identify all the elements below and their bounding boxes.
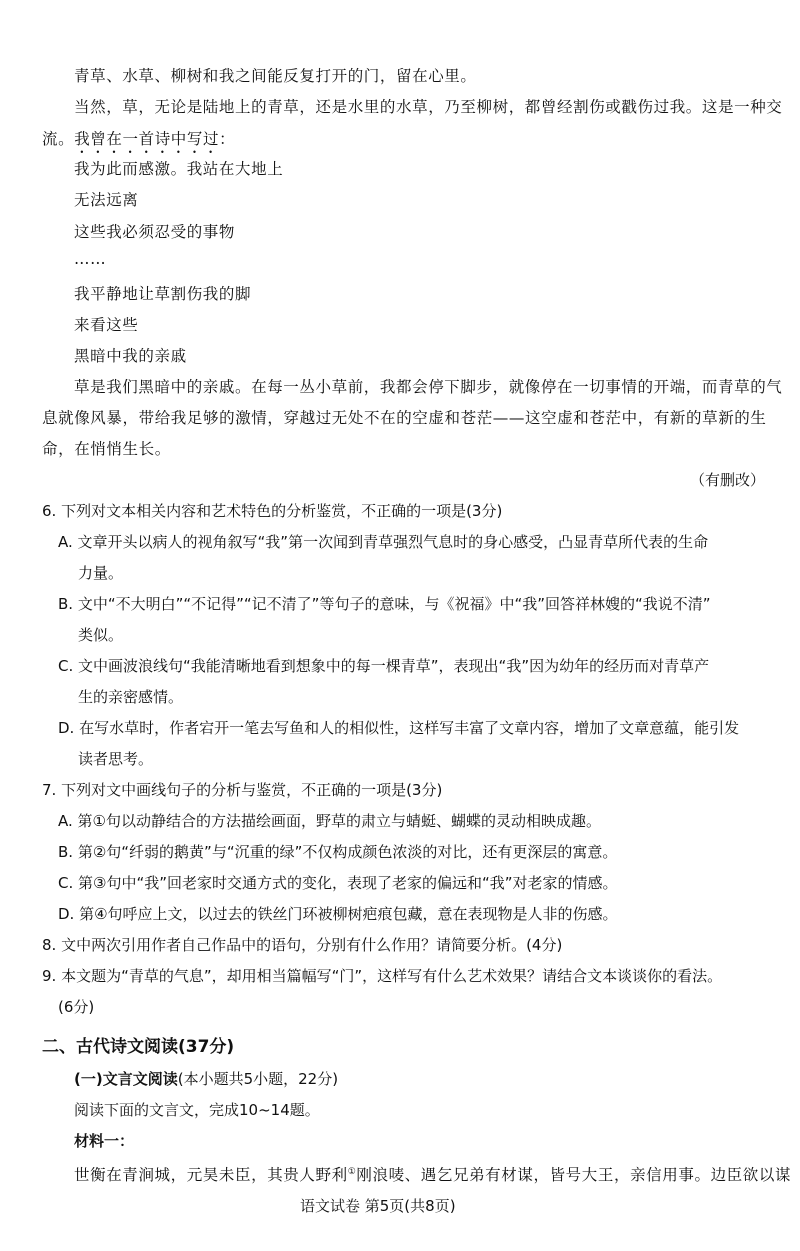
passage-text: 流。 xyxy=(42,130,75,148)
option-C: C. 第③句中“我”回老家时交通方式的变化，表现了老家的偏远和“我”对老家的情感。 xyxy=(58,874,618,892)
subsection-heading xyxy=(74,1068,338,1090)
option-B: B. 第②句“纤弱的鹅黄”与“沉重的绿”不仅构成颜色浓淡的对比，还有更深层的寓意。 xyxy=(58,843,618,861)
classical-text xyxy=(74,1161,791,1186)
poem-line: 这些我必须忍受的事物 xyxy=(74,223,236,241)
passage-paragraph: 当然，草，无论是陆地上的青草，还是水里的水草，乃至柳树，都曾经割伤或戳伤过我。这是一种交 xyxy=(74,98,783,116)
section-title: 二、古代诗文阅读(37分) xyxy=(42,1037,235,1057)
classical-text-part: 刚浪唛、遇乞兄弟有材谋，皆号大王，亲信用事。边臣欲以谋 xyxy=(356,1166,792,1185)
option-C: C. 文中画波浪线句“我能清晰地看到想象中的每一棵青草”，表现出“我”因为幼年的经历而对青草产 xyxy=(58,657,710,675)
passage-paragraph-continued: 命，在悄悄生长。 xyxy=(42,440,171,458)
poem-line: 黑暗中我的亲戚 xyxy=(74,347,187,365)
passage-paragraph-continued: 息就像风暴，带给我足够的激情，穿越过无处不在的空虚和苍茫——这空虚和苍茫中，有新的草新的生 xyxy=(42,409,767,427)
material-label: 材料一： xyxy=(74,1132,135,1150)
option-D-continued: 读者思考。 xyxy=(78,750,154,768)
passage-paragraph-continued xyxy=(42,128,235,157)
question-9-score: (6分) xyxy=(58,998,95,1016)
option-A: A. 第①句以动静结合的方法描绘画面，野草的肃立与蜻蜓、蝴蝶的灵动相映成趣。 xyxy=(58,812,601,830)
subsection-label: (一)文言文阅读 xyxy=(74,1070,178,1088)
option-B-continued: 类似。 xyxy=(78,626,124,644)
page-footer: 语文试卷 第5页(共8页) xyxy=(300,1197,456,1215)
passage-paragraph: 草是我们黑暗中的亲戚。在每一丛小草前，我都会停下脚步，就像停在一切事情的开端，而青草的气 xyxy=(74,378,783,396)
emphasized-text: 我曾在一首诗中写过 xyxy=(74,130,220,148)
question-stem: 7. 下列对文中画线句子的分析与鉴赏，不正确的一项是(3分) xyxy=(42,781,443,799)
passage-text: ： xyxy=(219,130,236,148)
poem-line: 我平静地让草割伤我的脚 xyxy=(74,285,252,303)
poem-line: 我为此而感激。我站在大地上 xyxy=(74,160,284,178)
poem-line: 无法远离 xyxy=(74,191,139,209)
poem-line: 来看这些 xyxy=(74,316,139,334)
option-D: D. 第④句呼应上文，以过去的铁丝门环被柳树疤痕包藏，意在表现物是人非的伤感。 xyxy=(58,905,618,923)
question-9: 9. 本文题为“青草的气息”，却用相当篇幅写“门”，这样写有什么艺术效果？请结合文本谈谈你的看法。 xyxy=(42,967,723,985)
option-C-continued: 生的亲密感情。 xyxy=(78,688,184,706)
source-note: （有删改） xyxy=(690,471,766,489)
question-8: 8. 文中两次引用作者自己作品中的语句，分别有什么作用？请简要分析。(4分) xyxy=(42,936,563,954)
reading-instruction: 阅读下面的文言文，完成10~14题。 xyxy=(74,1101,320,1119)
footnote-marker: ① xyxy=(347,1167,357,1177)
question-stem: 6. 下列对文本相关内容和艺术特色的分析鉴赏，不正确的一项是(3分) xyxy=(42,502,503,520)
passage-paragraph: 青草、水草、柳树和我之间能反复打开的门，留在心里。 xyxy=(74,67,477,85)
option-A: A. 文章开头以病人的视角叙写“我”第一次闻到青草强烈气息时的身心感受，凸显青草所代表的生命 xyxy=(58,533,709,551)
classical-text-part: 世衡在青涧城，元昊未臣，其贵人野利 xyxy=(74,1166,348,1185)
subsection-info: (本小题共5小题，22分) xyxy=(177,1070,339,1088)
option-A-continued: 力量。 xyxy=(78,564,124,582)
option-D: D. 在写水草时，作者宕开一笔去写鱼和人的相似性，这样写丰富了文章内容，增加了文章意蕴，能引发 xyxy=(58,719,740,737)
option-B: B. 文中“不大明白”“不记得”“记不清了”等句子的意味，与《祝福》中“我”回答祥林嫂的“我说不清” xyxy=(58,595,711,613)
poem-ellipsis: …… xyxy=(74,250,107,268)
